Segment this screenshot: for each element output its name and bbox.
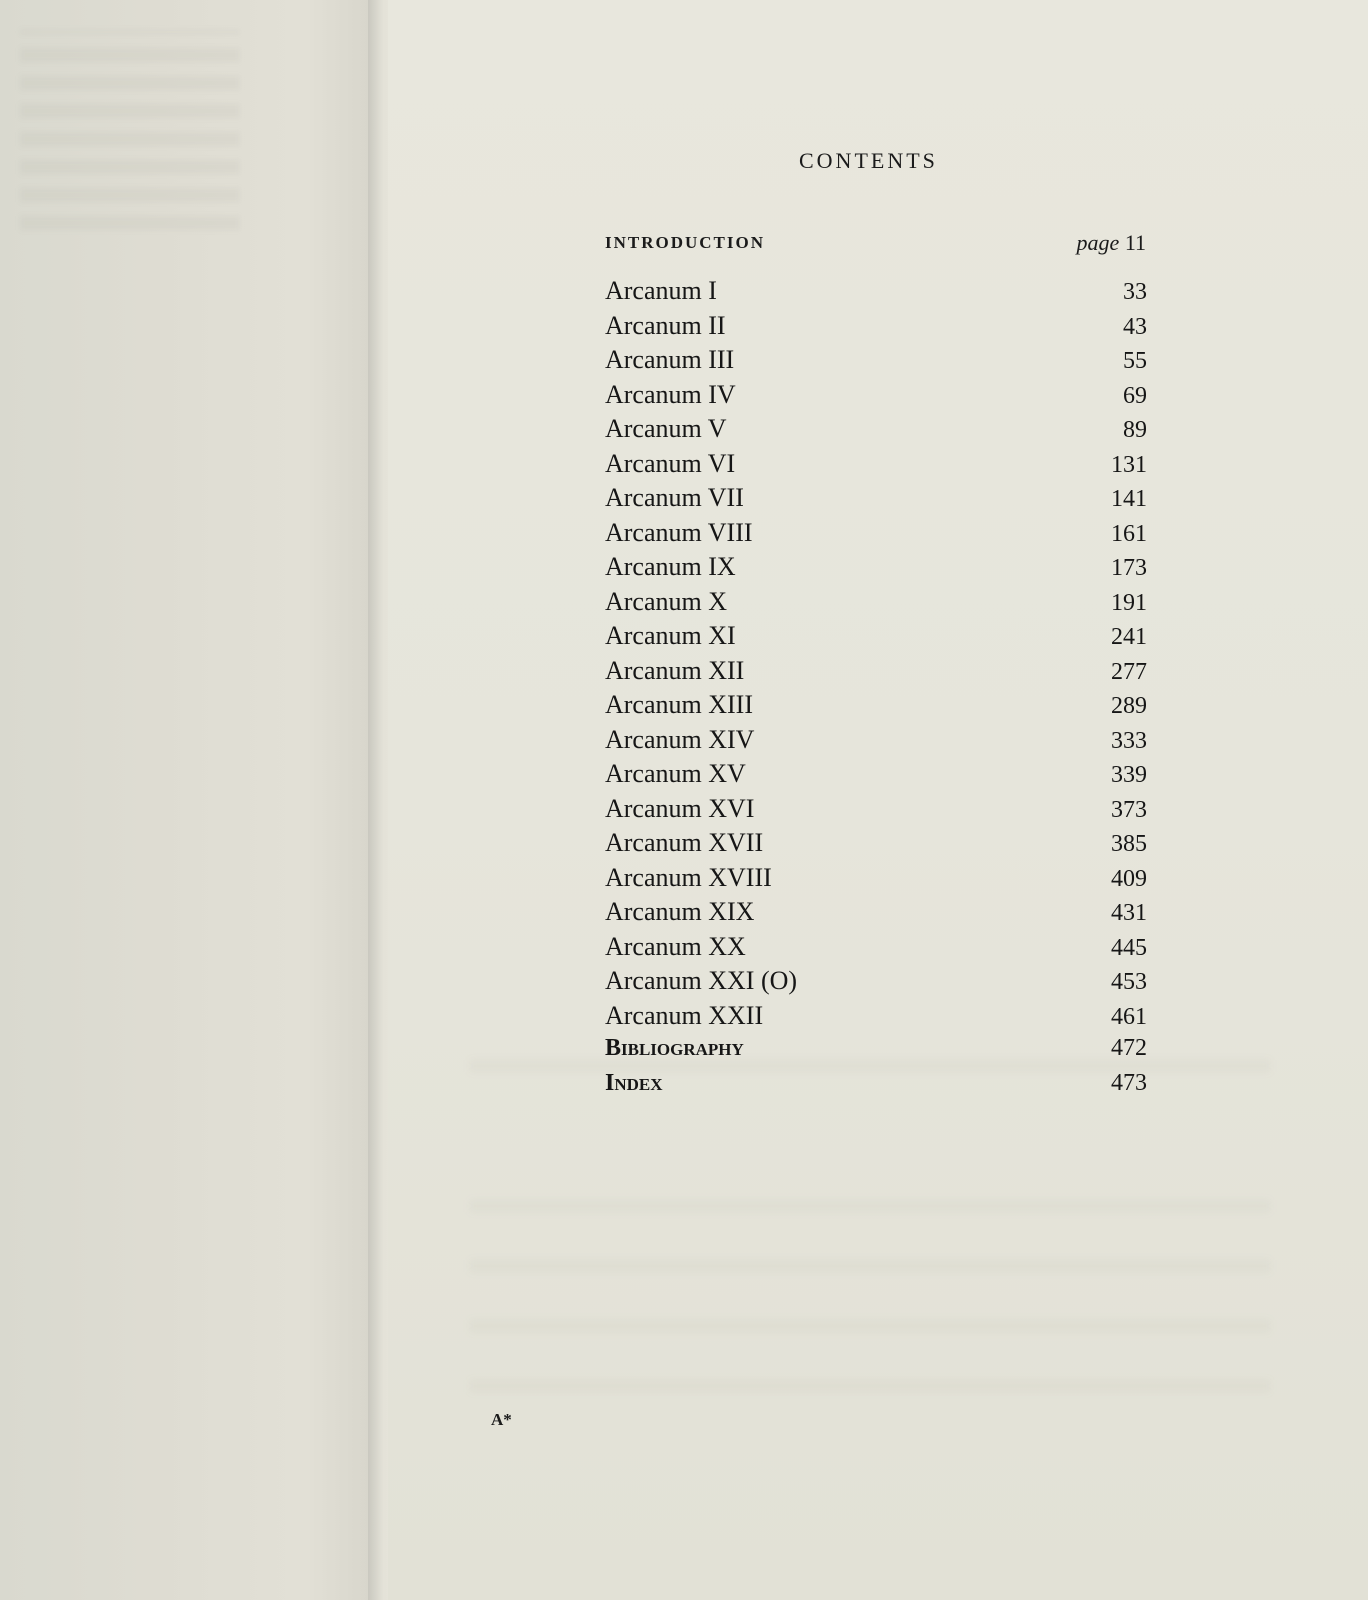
left-page — [0, 0, 382, 1600]
toc-entry-page: 191 — [1111, 589, 1147, 616]
toc-entry-title: Arcanum XI — [605, 621, 736, 650]
toc-entry-title: Arcanum II — [605, 310, 726, 340]
toc-entry-title: Arcanum XIV — [605, 724, 755, 754]
toc-entry — [605, 828, 1147, 863]
toc-entry-title: Arcanum XV — [605, 759, 746, 788]
toc-entry-title: Arcanum XX — [605, 931, 746, 961]
toc-entry-title: Arcanum XXI (O) — [605, 966, 798, 995]
toc-entry-page: 461 — [1111, 1003, 1147, 1030]
introduction-label: INTRODUCTION — [605, 233, 766, 252]
toc-entry-page: 89 — [1123, 417, 1147, 443]
toc-entry — [605, 276, 1147, 311]
toc-entry-title: Arcanum XVII — [605, 828, 764, 857]
page-word: page — [1076, 230, 1120, 255]
toc-entry — [605, 311, 1147, 346]
toc-entry-page: 289 — [1111, 693, 1147, 719]
toc-entry-title: Arcanum VIII — [605, 517, 753, 547]
toc-entry — [605, 552, 1147, 587]
toc-entry-page: 33 — [1123, 279, 1147, 305]
toc-entry-page: 277 — [1111, 658, 1147, 685]
show-through-line — [470, 1260, 1270, 1272]
introduction-page — [1077, 230, 1146, 256]
toc-entry-page: 373 — [1111, 796, 1147, 823]
toc-entry — [605, 483, 1147, 518]
toc-entry-title: Arcanum XVI — [605, 793, 755, 823]
toc-entry-page: 161 — [1111, 520, 1147, 547]
toc-entry — [605, 1035, 1147, 1070]
toc-entry — [605, 725, 1147, 760]
toc-entry-title: Arcanum VII — [605, 483, 744, 512]
toc-entry — [605, 690, 1147, 725]
toc-entry — [605, 656, 1147, 691]
toc-entry — [605, 621, 1147, 656]
toc-entry — [605, 380, 1147, 415]
toc-entry — [605, 1001, 1147, 1036]
toc-entry-title: Arcanum XII — [605, 655, 745, 685]
toc-entry-page: 472 — [1111, 1035, 1147, 1061]
toc-entry — [605, 414, 1147, 449]
toc-entry — [605, 345, 1147, 380]
toc-entry-title: Arcanum IX — [605, 552, 736, 581]
toc-entry-page: 473 — [1111, 1069, 1147, 1096]
toc-entry-page: 333 — [1111, 727, 1147, 754]
toc-entry — [605, 966, 1147, 1001]
toc-entry-page: 55 — [1123, 348, 1147, 374]
toc-entry-page: 69 — [1123, 382, 1147, 409]
toc-entry-page: 141 — [1111, 486, 1147, 512]
toc-entry-title: Index — [605, 1069, 663, 1096]
toc-entry-page: 431 — [1111, 900, 1147, 926]
show-through-text — [20, 30, 240, 230]
toc-entry-title: Arcanum XIX — [605, 897, 755, 926]
toc-entry-title: Arcanum X — [605, 586, 728, 616]
toc-entry — [605, 449, 1147, 484]
toc-entry-page: 43 — [1123, 313, 1147, 340]
toc-entry-page: 385 — [1111, 831, 1147, 857]
toc-entry-title: Arcanum III — [605, 345, 735, 374]
toc-entry-title: Arcanum I — [605, 276, 717, 305]
toc-entry-page: 445 — [1111, 934, 1147, 961]
toc-entry-page: 339 — [1111, 762, 1147, 788]
toc-entry — [605, 863, 1147, 898]
introduction-page-number: 11 — [1124, 230, 1146, 255]
toc-entry-title: Bibliography — [605, 1035, 744, 1061]
toc-entry — [605, 759, 1147, 794]
toc-entry-title: Arcanum XVIII — [605, 862, 772, 892]
toc-entry — [605, 794, 1147, 829]
toc-entry-page: 409 — [1111, 865, 1147, 892]
show-through-line — [470, 1380, 1270, 1392]
toc-entry-page: 453 — [1111, 969, 1147, 995]
show-through-line — [470, 1320, 1270, 1332]
signature-mark: A* — [491, 1410, 512, 1429]
contents-list — [605, 276, 1147, 1104]
toc-entry — [605, 932, 1147, 967]
toc-entry — [605, 587, 1147, 622]
toc-entry-page: 131 — [1111, 451, 1147, 478]
toc-entry — [605, 518, 1147, 553]
toc-entry-title: Arcanum XIII — [605, 690, 753, 719]
toc-entry-title: Arcanum V — [605, 414, 727, 443]
toc-entry-title: Arcanum VI — [605, 448, 736, 478]
toc-entry-page: 241 — [1111, 624, 1147, 650]
toc-entry — [605, 897, 1147, 932]
toc-entry-page: 173 — [1111, 555, 1147, 581]
toc-entry-title: Arcanum XXII — [605, 1000, 764, 1030]
toc-entry-title: Arcanum IV — [605, 379, 736, 409]
page-title: CONTENTS — [799, 148, 938, 173]
show-through-line — [470, 1200, 1270, 1212]
toc-entry — [605, 1070, 1147, 1105]
